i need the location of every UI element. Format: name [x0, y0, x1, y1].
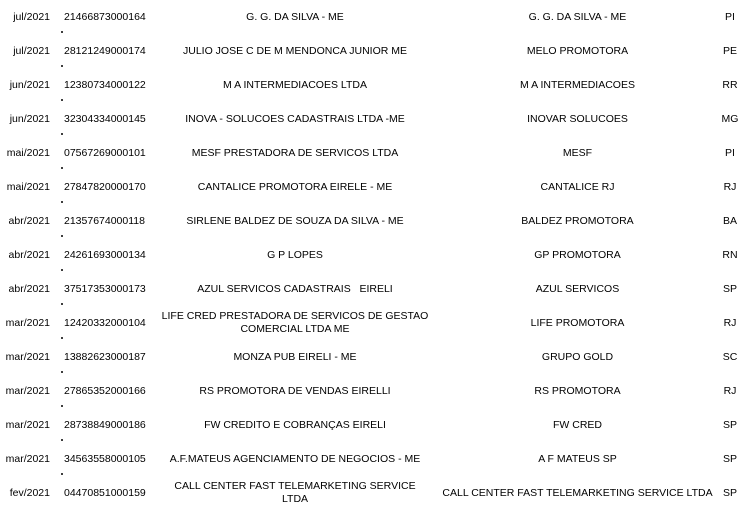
month-cell: fev/2021	[9, 486, 50, 499]
company-name-cell: G. G. DA SILVA - ME	[246, 10, 344, 23]
company-name-cell: FW CREDITO E COBRANÇAS EIRELI	[204, 418, 386, 431]
cnpj-cell: 13882623000187	[64, 350, 146, 363]
table-row	[0, 204, 749, 238]
month-cell: abr/2021	[8, 214, 50, 227]
row-marker	[61, 439, 63, 441]
company-name-cell: RS PROMOTORA DE VENDAS EIRELLI	[199, 384, 391, 397]
row-marker	[61, 269, 63, 271]
trade-name-cell: MELO PROMOTORA	[526, 44, 629, 57]
company-name-cell: SIRLENE BALDEZ DE SOUZA DA SILVA - ME	[186, 214, 404, 227]
cnpj-cell: 24261693000134	[64, 248, 146, 261]
row-marker	[61, 99, 63, 101]
trade-name-cell: MESF	[562, 146, 593, 159]
state-cell: RJ	[723, 180, 737, 193]
cnpj-cell: 21357674000118	[64, 214, 145, 227]
cnpj-cell: 28738849000186	[64, 418, 146, 431]
state-cell: BA	[722, 214, 737, 227]
trade-name-cell: INOVAR SOLUCOES	[527, 112, 628, 125]
state-cell: SP	[722, 486, 737, 499]
state-cell: SP	[722, 282, 737, 295]
table-row	[0, 34, 749, 68]
row-marker	[61, 405, 63, 407]
table-row	[0, 340, 749, 374]
company-name-cell: CANTALICE PROMOTORA EIRELE - ME	[197, 180, 393, 193]
trade-name-cell: CALL CENTER FAST TELEMARKETING SERVICE LTDA	[442, 486, 713, 499]
row-marker	[61, 371, 63, 373]
state-cell: SP	[722, 452, 737, 465]
cnpj-cell: 07567269000101	[64, 146, 146, 159]
month-cell: abr/2021	[8, 282, 50, 295]
row-marker	[61, 167, 63, 169]
state-cell: RN	[722, 248, 738, 261]
trade-name-cell: A F MATEUS SP	[538, 452, 617, 465]
state-cell: MG	[721, 112, 739, 125]
month-cell: abr/2021	[8, 248, 50, 261]
table-row	[0, 238, 749, 272]
table-row	[0, 442, 749, 476]
trade-name-cell: G. G. DA SILVA - ME	[528, 10, 627, 23]
month-cell: mai/2021	[6, 146, 50, 159]
cnpj-cell: 34563558000105	[64, 452, 146, 465]
month-cell: jun/2021	[9, 112, 50, 125]
trade-name-cell: FW CRED	[553, 418, 602, 431]
month-cell: mar/2021	[5, 418, 50, 431]
company-name-cell: JULIO JOSE C DE M MENDONCA JUNIOR ME	[182, 44, 408, 57]
cnpj-cell: 21466873000164	[64, 10, 146, 23]
table-row	[0, 102, 749, 136]
month-cell: mar/2021	[5, 452, 50, 465]
state-cell: SC	[722, 350, 738, 363]
cnpj-cell: 04470851000159	[64, 486, 146, 499]
row-marker	[61, 65, 63, 67]
row-marker	[61, 337, 63, 339]
table-row	[0, 306, 749, 340]
month-cell: mar/2021	[5, 384, 50, 397]
row-marker	[61, 303, 63, 305]
trade-name-cell: RS PROMOTORA	[534, 384, 621, 397]
trade-name-cell: M A INTERMEDIACOES	[520, 78, 635, 91]
state-cell: PE	[722, 44, 737, 57]
month-cell: mar/2021	[5, 316, 50, 329]
company-name-cell: G P LOPES	[267, 248, 323, 261]
trade-name-cell: LIFE PROMOTORA	[530, 316, 625, 329]
cnpj-cell: 32304334000145	[64, 112, 146, 125]
month-cell: jul/2021	[13, 44, 50, 57]
company-name-cell: MONZA PUB EIRELI - ME	[233, 350, 357, 363]
cnpj-cell: 12380734000122	[64, 78, 146, 91]
company-name-cell: CALL CENTER FAST TELEMARKETING SERVICE LTDA	[174, 480, 416, 505]
trade-name-cell: AZUL SERVICOS	[535, 282, 620, 295]
company-name-cell: AZUL SERVICOS CADASTRAIS EIRELI	[197, 282, 393, 295]
state-cell: RJ	[723, 384, 737, 397]
row-marker	[61, 133, 63, 135]
cnpj-cell: 12420332000104	[64, 316, 146, 329]
month-cell: jun/2021	[9, 78, 50, 91]
state-cell: PI	[725, 10, 735, 23]
row-marker	[61, 235, 63, 237]
row-marker	[61, 473, 63, 475]
row-marker	[61, 201, 63, 203]
table-row	[0, 170, 749, 204]
company-name-cell: MESF PRESTADORA DE SERVICOS LTDA	[191, 146, 399, 159]
table-row	[0, 374, 749, 408]
table-row	[0, 0, 749, 34]
company-name-cell: M A INTERMEDIACOES LTDA	[223, 78, 367, 91]
cnpj-cell: 27847820000170	[64, 180, 146, 193]
table-row	[0, 476, 749, 510]
trade-name-cell: BALDEZ PROMOTORA	[521, 214, 634, 227]
state-cell: SP	[722, 418, 737, 431]
month-cell: mai/2021	[6, 180, 50, 193]
row-marker	[61, 31, 63, 33]
month-cell: mar/2021	[5, 350, 50, 363]
table-row	[0, 136, 749, 170]
state-cell: PI	[725, 146, 735, 159]
trade-name-cell: CANTALICE RJ	[540, 180, 615, 193]
month-cell: jul/2021	[13, 10, 50, 23]
company-name-cell: A.F.MATEUS AGENCIAMENTO DE NEGOCIOS - ME	[169, 452, 421, 465]
table-row	[0, 272, 749, 306]
table-row	[0, 408, 749, 442]
state-cell: RR	[722, 78, 738, 91]
trade-name-cell: GP PROMOTORA	[534, 248, 621, 261]
trade-name-cell: GRUPO GOLD	[541, 350, 614, 363]
cnpj-cell: 27865352000166	[64, 384, 146, 397]
cnpj-cell: 37517353000173	[64, 282, 146, 295]
company-name-cell: INOVA - SOLUCOES CADASTRAIS LTDA -ME	[185, 112, 405, 125]
table-row	[0, 68, 749, 102]
state-cell: RJ	[723, 316, 737, 329]
company-name-cell: LIFE CRED PRESTADORA DE SERVICOS DE GESTAO COMERCIAL LTDA ME	[161, 310, 429, 335]
cnpj-cell: 28121249000174	[64, 44, 146, 57]
